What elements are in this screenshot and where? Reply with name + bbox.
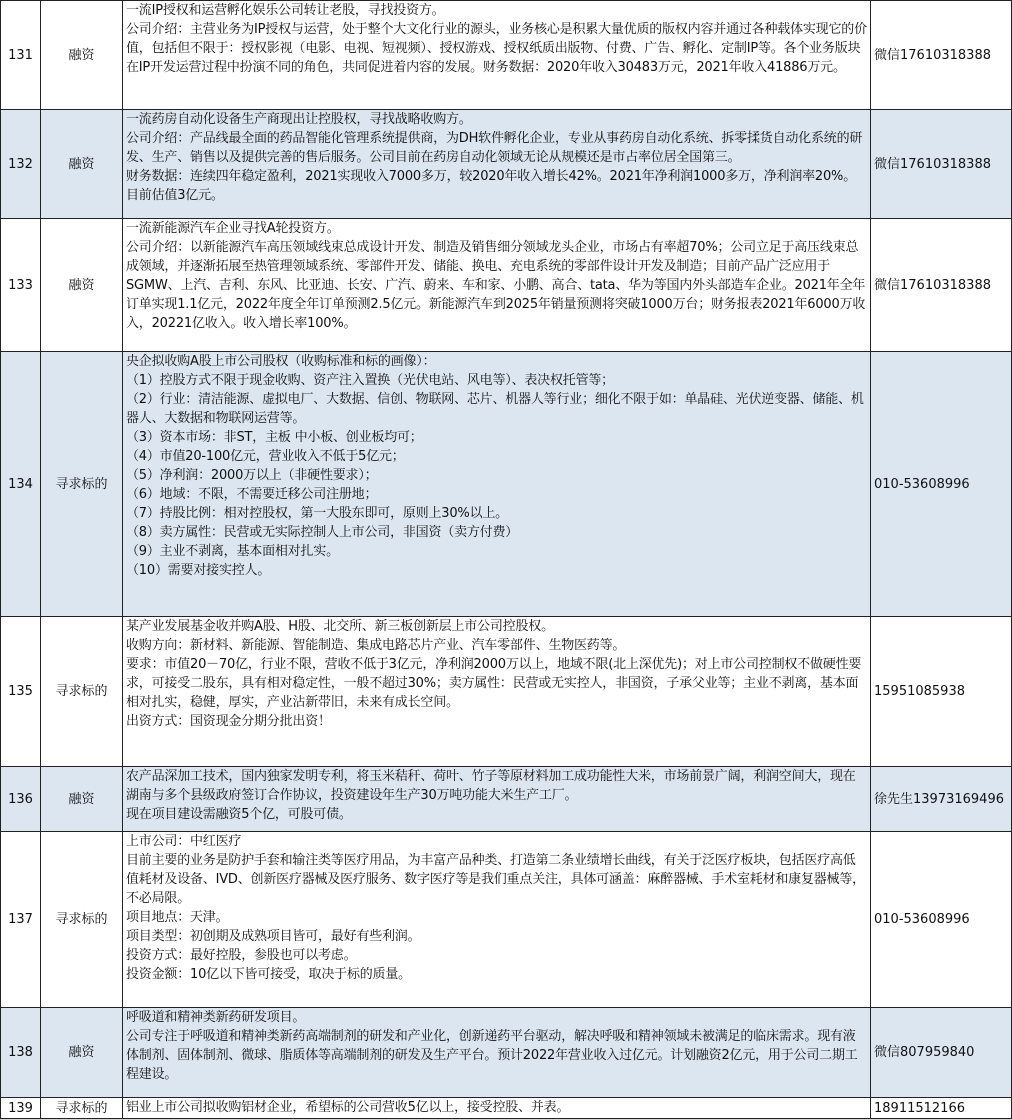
description-line: 出资方式：国资现金分期分批出资！: [126, 714, 331, 729]
description-line: 目前主要的业务是防护手套和输注类等医疗用品，为丰富产品种类、打造第二条业绩增长曲线，有关于泛医疗板块，包括医疗高低值耗材及设备、IVD、创新医疗器械及医疗服务、数字医疗等是我们重点关注，具体可涵盖：麻醉器械、手术室耗材和康复器械等，不必局限。: [126, 853, 865, 906]
table-row: [1, 219, 1012, 352]
row-description: [123, 1, 871, 110]
row-contact: 微信17610318388: [871, 219, 1012, 352]
row-description: [123, 832, 871, 1008]
description-line: （2）行业：清洁能源、虚拟电厂、大数据、信创、物联网、芯片、机器人等行业；细化不限于如：单晶硅、光伏逆变器、储能、机器人、大数据和物联网运营等。: [126, 392, 864, 426]
table-row: [1, 352, 1012, 617]
description-line: （3）资本市场：非ST，主板 中小板、创业板均可；: [126, 430, 423, 445]
table-row: [1, 1, 1012, 110]
row-description: [123, 352, 871, 617]
row-description: [123, 110, 871, 219]
row-type: 融资: [41, 1, 123, 110]
row-contact: 15951085938: [871, 617, 1012, 767]
description-line: 投资方式：最好控股，参股也可以考虑。: [126, 948, 357, 963]
row-type: 融资: [41, 219, 123, 352]
row-number: 139: [1, 1098, 41, 1119]
row-contact: 18911512166: [871, 1098, 1012, 1119]
description-line: 现在项目建设需融资5个亿，可股可债。: [126, 807, 352, 822]
table-row: [1, 1008, 1012, 1098]
description-line: （8）卖方属性：民营或无实际控制人上市公司，非国资（卖方付费）: [126, 525, 519, 540]
description-line: 一流新能源汽车企业寻找A轮投资方。: [126, 221, 340, 236]
description-line: 公司专注于呼吸道和精神类新药高端制剂的研发和产业化，创新递药平台驱动，解决呼吸和精神领域未被满足的临床需求。现有液体制剂、固体制剂、微球、脂质体等高端制剂的研发及生产平台。预计2022年营业收入过亿元。计划融资2亿元，用于公司二期工程建设。: [126, 1029, 858, 1082]
description-line: 公司介绍：产品线最全面的药品智能化管理系统提供商，为DH软件孵化企业，专业从事药房自动化系统、拆零揉货自动化系统的研发、生产、销售以及提供完善的售后服务。公司目前在药房自动化领域无论从规模还是市占率位居全国第三。: [126, 131, 863, 165]
row-number: 137: [1, 832, 41, 1008]
row-contact: 微信17610318388: [871, 1, 1012, 110]
row-description: [123, 1098, 871, 1119]
row-type: 寻求标的: [41, 352, 123, 617]
row-type: 寻求标的: [41, 1098, 123, 1119]
table-row: [1, 832, 1012, 1008]
description-line: （6）地域：不限，不需要迁移公司注册地；: [126, 487, 378, 502]
table-row: [1, 1098, 1012, 1119]
row-contact: 010-53608996: [871, 832, 1012, 1008]
description-line: 收购方向：新材料、新能源、智能制造、集成电路芯片产业、汽车零部件、生物医药等。: [126, 638, 626, 653]
row-contact: 010-53608996: [871, 352, 1012, 617]
description-line: （9）主业不剥离，基本面相对扎实。: [126, 544, 339, 559]
description-line: 要求：市值20－70亿，行业不限，营收不低于3亿元，净利润2000万以上，地域不限(北上深优先)；对上市公司控制权不做硬性要求，可接受二股东，具有相对稳定性，一般不超过30%；卖方属性：民营或无实控人，非国资，子承父业等；主业不剥离，基本面相对扎实，稳健，厚实，产业沾新带旧，未来有成长空间。: [126, 657, 862, 710]
row-number: 133: [1, 219, 41, 352]
row-type: 寻求标的: [41, 617, 123, 767]
row-type: 融资: [41, 1008, 123, 1098]
row-number: 136: [1, 767, 41, 832]
description-line: （10）需要对接实控人。: [126, 563, 271, 578]
description-line: 上市公司：中红医疗: [126, 834, 242, 849]
description-line: （1）控股方式不限于现金收购、资产注入置换（光伏电站、风电等）、表决权托管等；: [126, 373, 614, 388]
row-description: [123, 1008, 871, 1098]
description-line: 项目类型：初创期及成熟项目皆可，最好有些利润。: [126, 929, 421, 944]
row-number: 132: [1, 110, 41, 219]
description-line: （5）净利润：2000万以上（非硬性要求）；: [126, 468, 378, 483]
row-number: 138: [1, 1008, 41, 1098]
row-number: 135: [1, 617, 41, 767]
row-contact: 徐先生13973169496: [871, 767, 1012, 832]
description-line: 农产品深加工技术，国内独家发明专利，将玉米秸秆、荷叶、竹子等原材料加工成功能性大米，市场前景广阔，利润空间大，现在湖南与多个县级政府签订合作协议，投资建设年生产30万吨功能大米生产工厂。: [126, 769, 856, 803]
description-line: 一流IP授权和运营孵化娱乐公司转让老股，寻找投资方。: [126, 3, 445, 18]
table-row: [1, 617, 1012, 767]
table-row: [1, 110, 1012, 219]
description-line: 某产业发展基金收并购A股、H股、北交所、新三板创新层上市公司控股权。: [126, 619, 554, 634]
description-line: 公司介绍：以新能源汽车高压领域线束总成设计开发、制造及销售细分领域龙头企业，市场占有率超70%；公司立足于高压线束总成领域，并逐渐拓展至热管理领域系统、零部件开发、储能、换电、充电系统的零部件设计开发及制造；目前产品广泛应用于SGMW、上汽、吉利、东风、比亚迪、长安、广汽、蔚来、车和家、小鹏、高合、tata、华为等国内外头部造车企业。2021年全年订单实现1.1亿元，2022年度全年订单预测2.5亿元。新能源汽车到2025年销量预测将突破1000万台；财务报表2021年6000万收入，20221亿收入。收入增长率100%。: [126, 240, 866, 331]
row-description: [123, 767, 871, 832]
description-line: （4）市值20-100亿元，营业收入不低于5亿元；: [126, 449, 405, 464]
row-type: 融资: [41, 767, 123, 832]
description-line: 投资金额：10亿以下皆可接受，取决于标的质量。: [126, 967, 411, 982]
row-number: 131: [1, 1, 41, 110]
description-line: 铝业上市公司拟收购铝材企业，希望标的公司营收5亿以上，接受控股、并表。: [126, 1100, 570, 1115]
row-type: 寻求标的: [41, 832, 123, 1008]
row-type: 融资: [41, 110, 123, 219]
description-line: （7）持股比例：相对控股权，第一大股东即可，原则上30%以上。: [126, 506, 508, 521]
row-number: 134: [1, 352, 41, 617]
description-line: 项目地点：天津。: [126, 910, 229, 925]
description-line: 呼吸道和精神类新药研发项目。: [126, 1010, 306, 1025]
description-line: 目前估值3亿元。: [126, 188, 224, 203]
description-line: 一流药房自动化设备生产商现出让控股权，寻找战略收购方。: [126, 112, 472, 127]
row-description: [123, 219, 871, 352]
description-line: 央企拟收购A股上市公司股权（收购标准和标的画像）：: [126, 354, 436, 369]
listing-table-body: [1, 1, 1012, 1119]
row-contact: 微信17610318388: [871, 110, 1012, 219]
row-description: [123, 617, 871, 767]
row-contact: 微信807959840: [871, 1008, 1012, 1098]
description-line: 财务数据：连续四年稳定盈利，2021实现收入7000多万，较2020年收入增长42%。2021年净利润1000多万，净利润率20%。: [126, 169, 857, 184]
description-line: 公司介绍：主营业务为IP授权与运营，处于整个大文化行业的源头，业务核心是积累大量优质的版权内容并通过各种载体实现它的价值，包括但不限于：授权影视（电影、电视、短视频）、授权游戏、授权纸质出版物、付费、广告、孵化、定制IP等。各个业务版块在IP开发运营过程中扮演不同的角色，共同促进着内容的发展。财务数据：2020年收入30483万元，2021年收入41886万元。: [126, 22, 867, 75]
table-row: [1, 767, 1012, 832]
